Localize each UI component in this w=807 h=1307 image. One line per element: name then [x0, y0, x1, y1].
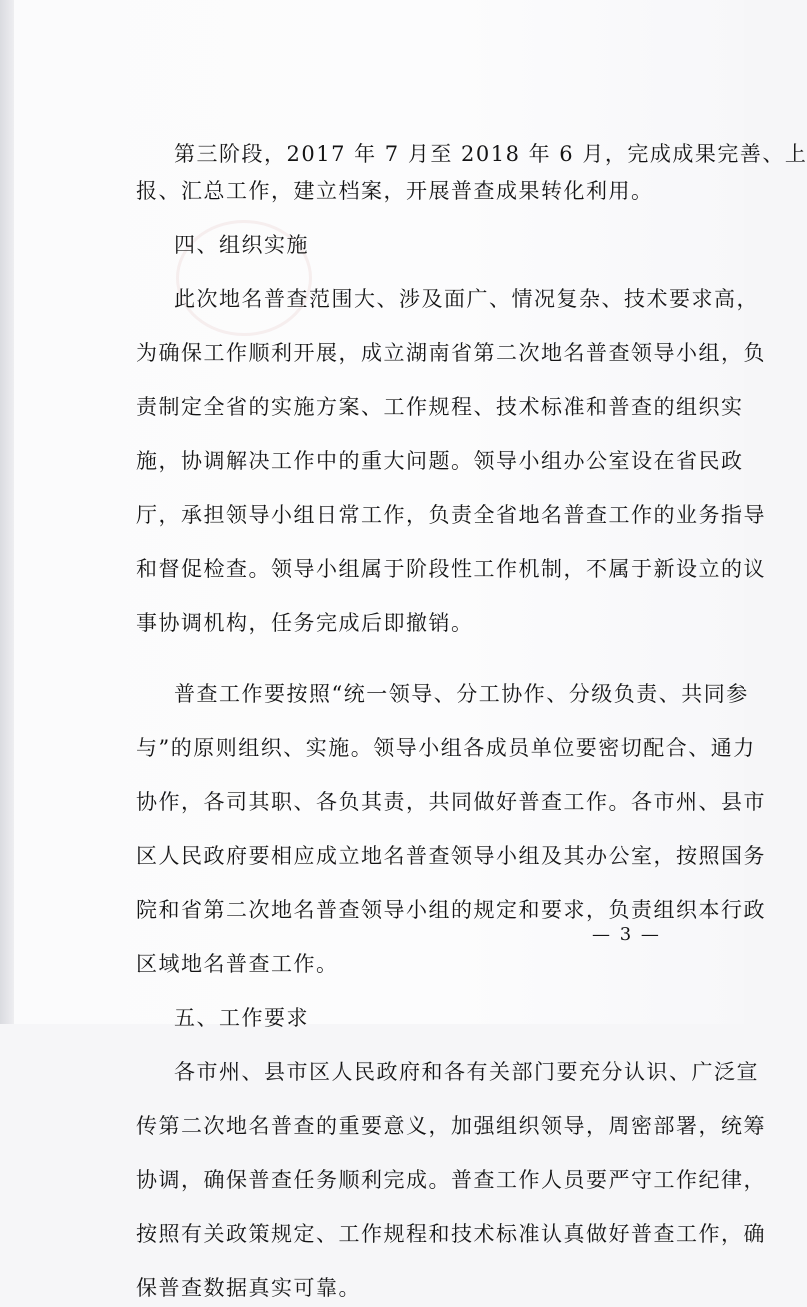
text-line: 各市州、县市区人民政府和各有关部门要充分认识、广泛宣 — [174, 1060, 759, 1084]
text-line: 施，协调解决工作中的重大问题。领导小组办公室设在省民政 — [136, 449, 744, 473]
page-number: — 3 — — [592, 924, 661, 945]
text-line: 普查工作要按照“统一领导、分工协作、分级负责、共同参 — [174, 682, 749, 706]
text-line: 事协调机构，任务完成后即撤销。 — [136, 611, 474, 635]
text-line: 院和省第二次地名普查领导小组的规定和要求，负责组织本行政 — [136, 898, 766, 922]
text-line: 与”的原则组织、实施。领导小组各成员单位要密切配合、通力 — [136, 736, 756, 760]
text-line: 此次地名普查范围大、涉及面广、情况复杂、技术要求高， — [174, 287, 759, 311]
scan-left-edge — [0, 0, 14, 1024]
text-line: 按照有关政策规定、工作规程和技术标准认真做好普查工作，确 — [136, 1222, 766, 1246]
text-line: 区域地名普查工作。 — [136, 952, 339, 976]
text-line: 为确保工作顺利开展，成立湖南省第二次地名普查领导小组，负 — [136, 341, 766, 365]
section-heading-organization: 四、组织实施 — [174, 233, 309, 257]
text-line: 协调，确保普查任务顺利完成。普查工作人员要严守工作纪律， — [136, 1168, 766, 1192]
text-line: 传第二次地名普查的重要意义，加强组织领导，周密部署，统筹 — [136, 1114, 766, 1138]
document-body — [136, 136, 807, 1307]
text-line: 第三阶段，2017 年 7 月至 2018 年 6 月，完成成果完善、上 — [174, 142, 807, 166]
text-line: 和督促检查。领导小组属于阶段性工作机制，不属于新设立的议 — [136, 557, 766, 581]
text-line: 厅，承担领导小组日常工作，负责全省地名普查工作的业务指导 — [136, 503, 766, 527]
text-line: 区人民政府要相应成立地名普查领导小组及其办公室，按照国务 — [136, 844, 766, 868]
text-line: 保普查数据真实可靠。 — [136, 1276, 361, 1300]
text-line: 责制定全省的实施方案、工作规程、技术标准和普查的组织实 — [136, 395, 744, 419]
text-line: 协作，各司其职、各负其责，共同做好普查工作。各市州、县市 — [136, 790, 766, 814]
section-heading-requirements: 五、工作要求 — [174, 1006, 309, 1030]
text-line: 报、汇总工作，建立档案，开展普查成果转化利用。 — [136, 179, 654, 203]
